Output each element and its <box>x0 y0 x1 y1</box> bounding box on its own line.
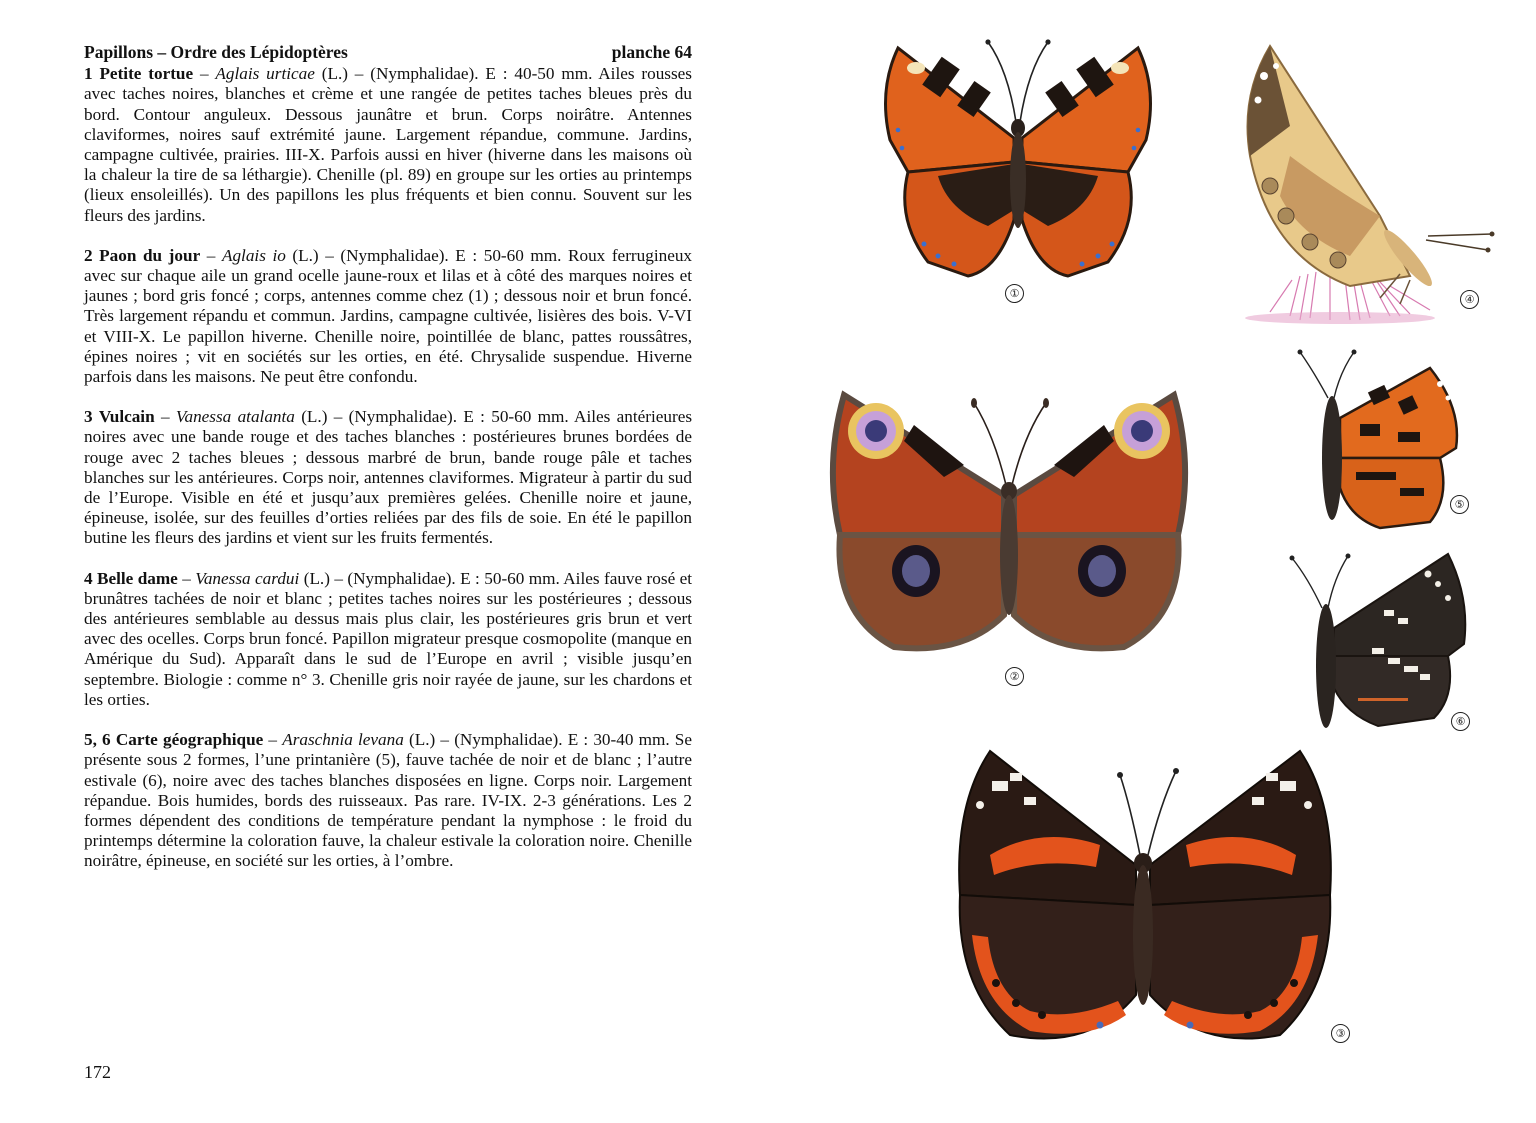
latin-name: Araschnia levana <box>282 730 404 750</box>
dash: – <box>154 407 176 427</box>
figure-1-small-tortoiseshell <box>868 30 1168 280</box>
entry-number: 3 <box>84 407 93 427</box>
latin-name: Aglais io <box>221 245 286 265</box>
page-number: 172 <box>84 1062 111 1082</box>
dash: – <box>177 568 196 588</box>
figure-6-map-summer-form <box>1288 548 1468 738</box>
plate-number: planche 64 <box>611 42 692 62</box>
figure-label-1: ① <box>1005 284 1024 303</box>
entry-description: (L.) – (Nymphalidae). E : 50-60 mm. Roux ferrugineux avec sur chaque aile un grand ocelle jaune-roux et lilas et à côté des marques noires et jaunes ; bord gris foncé ; corps, antennes comme chez (1) ; dessous noir et brun foncé. Très largement répandu et commun. Jardins, campagne cultivée, lisières des bois. V-VI et VIII-X. Le papillon hiverne. Chenille noire, pointillée de blanc, pattes roussâtres, épines noires ; vit en sociétés sur les orties, en été. Chrysalide suspendue. Hiverne parfois dans les maisons. Ne peut être confondu. <box>84 245 693 387</box>
species-entry-5-6 <box>84 730 692 871</box>
species-entry-2 <box>84 246 692 387</box>
text-page <box>84 42 692 892</box>
common-name: Belle dame <box>97 568 178 588</box>
entry-number: 2 <box>84 245 93 265</box>
figure-label-5: ⑤ <box>1450 495 1469 514</box>
page-header <box>84 42 692 62</box>
dash: – <box>200 245 222 265</box>
figure-label-2: ② <box>1005 667 1024 686</box>
figure-label-4: ④ <box>1460 290 1479 309</box>
figure-label-6: ⑥ <box>1451 712 1470 731</box>
figure-2-peacock <box>824 385 1194 665</box>
entry-number: 4 <box>84 568 93 588</box>
page-title: Papillons – Ordre des Lépidoptères <box>84 42 348 62</box>
dash: – <box>193 64 216 84</box>
latin-name: Vanessa atalanta <box>175 407 295 427</box>
map-butterfly-summer-illustration <box>1288 548 1468 738</box>
common-name: Petite tortue <box>99 64 194 84</box>
painted-lady-illustration <box>1230 36 1500 326</box>
entry-number: 5, 6 <box>84 730 111 750</box>
figure-label-3: ③ <box>1331 1024 1350 1043</box>
entry-description: (L.) – (Nymphalidae). E : 50-60 mm. Ailes antérieures noires avec une bande rouge et des taches blanches : postérieures brunes bordées de rouge avec 2 taches bleues ; dessous marbré de brun, bande rouge pâle et taches blanches sur les antérieures. Corps noir, antennes claviformes. Migrateur à partir du sud de l’Europe. Visible en été et jusqu’aux premières gelées. Chenille noire et jaune, épineuse, isolée, sur des feuilles d’orties reliées par des fils de soie. En été le papillon butine les fleurs des jardins et vient sur les fruits fermentés. <box>84 407 693 548</box>
latin-name: Aglais urticae <box>215 64 315 84</box>
common-name: Paon du jour <box>99 245 201 265</box>
red-admiral-illustration <box>950 745 1340 1055</box>
map-butterfly-spring-illustration <box>1290 348 1470 538</box>
figure-3-red-admiral <box>950 745 1340 1055</box>
entry-number: 1 <box>84 64 93 84</box>
species-entry-1 <box>84 64 692 226</box>
peacock-illustration <box>824 385 1194 665</box>
entry-description: (L.) – (Nymphalidae). E : 50-60 mm. Ailes fauve rosé et brunâtres tachées de noir et blanc ; petites taches noires sur les postérieures ; dessous des antérieures semblable au dessus mais plus clair, les postérieures gris brun et vert avec des ocelles. Corps brun foncé. Papillon migrateur presque cosmopolite (manque en Amérique du Sud). Apparaît dans le sud de l’Europe en avril ; visible jusqu’en septembre. Biologie : comme n° 3. Chenille gris noir rayée de jaune, sur les chardons et les orties. <box>84 568 693 709</box>
entry-description: (L.) – (Nymphalidae). E : 30-40 mm. Se présente sous 2 formes, l’une printanière (5), fauve tachée de noir et de blanc ; l’autre estivale (6), noire avec des taches blanches disposées en ligne. Corps noir. Largement répandue. Bois humides, bords des ruisseaux. Pas rare. IV-IX. 2-3 générations. Les 2 formes dépendent des conditions de température pendant la nymphose : le froid du printemps détermine la coloration fauve, la chaleur estivale la coloration noire. Chenille noirâtre, épineuse, en société sur les orties, à l’ombre. <box>84 730 692 871</box>
illustration-plate <box>800 0 1536 1123</box>
dash: – <box>263 730 283 750</box>
figure-4-painted-lady <box>1230 36 1500 326</box>
common-name: Carte géographique <box>115 730 264 750</box>
small-tortoiseshell-illustration <box>868 30 1168 280</box>
species-entry-4 <box>84 569 692 710</box>
figure-5-map-spring-form <box>1290 348 1470 538</box>
latin-name: Vanessa cardui <box>195 568 300 588</box>
species-entry-3 <box>84 407 692 548</box>
common-name: Vulcain <box>98 407 155 427</box>
entry-description: (L.) – (Nymphalidae). E : 40-50 mm. Ailes rousses avec taches noires, blanches et crème et une rangée de petites taches bleues près du bord. Contour anguleux. Dessous jaunâtre et brun. Corps noirâtre. Antennes claviformes, noires sauf extrémité jaune. Largement répandue, commune. Jardins, campagne cultivée, prairies. III-X. Parfois aussi en hiver (hiverne dans les maisons où la chaleur la tire de sa léthargie). Chenille (pl. 89) en groupe sur les orties au printemps (lieux ensoleillés). Un des papillons les plus fréquents et bien connu. Souvent sur les fleurs des jardins. <box>84 64 692 225</box>
